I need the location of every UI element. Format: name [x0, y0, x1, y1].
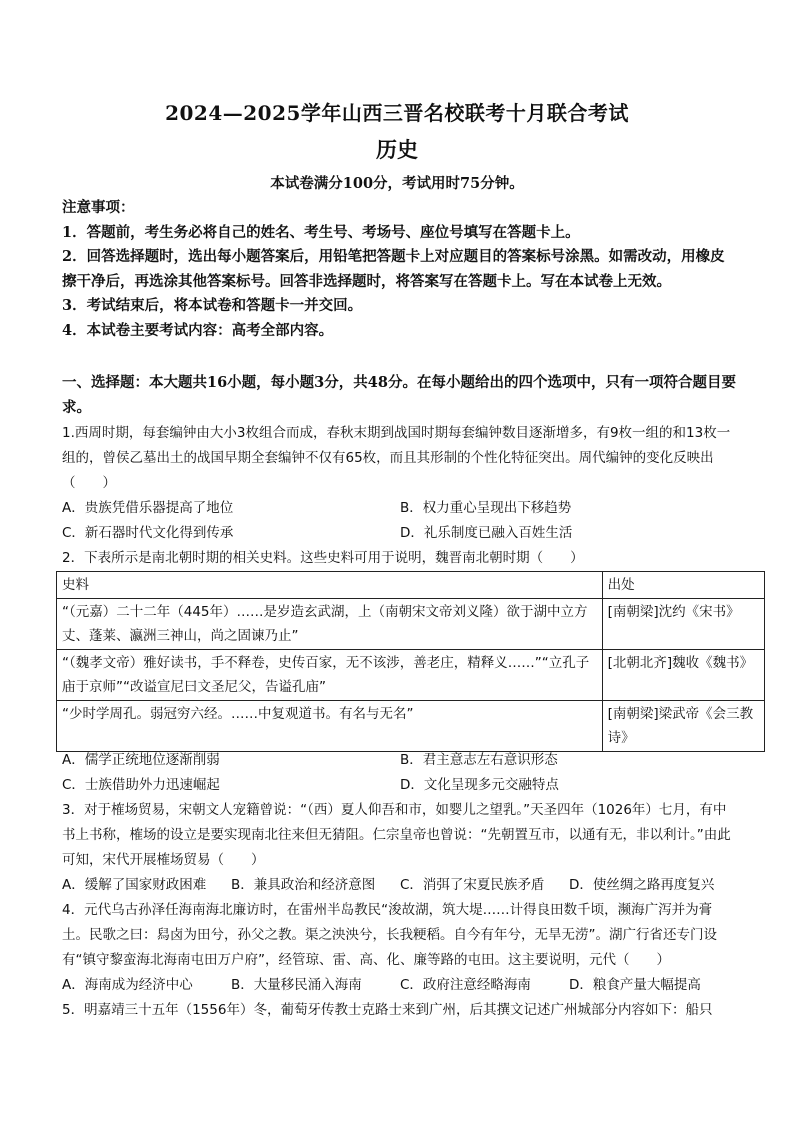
- q2-option-a[interactable]: A．儒学正统地位逐渐削弱: [62, 752, 220, 768]
- question-2-stem: 2．下表所示是南北朝时期的相关史料。这些史料可用于说明，魏晋南北朝时期（ ）: [62, 550, 584, 566]
- question-4-options: [62, 973, 738, 998]
- question-5-stem: 5．明嘉靖三十五年（1556年）冬，葡萄牙传教士克路士来到广州，后其撰文记述广州城部分内容如下：船只: [62, 1002, 713, 1018]
- notice-heading: 注意事项：: [62, 199, 135, 216]
- section-heading: 一、选择题：本大题共16小题，每小题3分，共48分。在每小题给出的四个选项中，只有一项符合题目要求。: [62, 374, 736, 416]
- q1-option-a[interactable]: A．贵族凭借乐器提高了地位: [62, 500, 234, 516]
- table-cell-source: [南朝梁]梁武帝《会三教诗》: [602, 701, 764, 752]
- q4-option-d[interactable]: D．粮食产量大幅提高: [569, 977, 701, 993]
- q4-option-c[interactable]: C．政府注意经略海南: [400, 977, 531, 993]
- table-cell-text: “（元嘉）二十二年（445年）……是岁造玄武湖，上（南朝宋文帝刘义隆）欲于湖中立方丈、蓬莱、瀛洲三神山，尚之固谏乃止”: [57, 599, 603, 650]
- subject-title: 历史: [376, 137, 418, 162]
- table-header-source: 史料: [57, 572, 603, 599]
- q3-option-c[interactable]: C．消弭了宋夏民族矛盾: [400, 877, 545, 893]
- question-4-stem: 4．元代乌古孙泽任海南海北廉访时，在雷州半岛教民“浚故湖，筑大堤……计得良田数千顷，濒海广泻并为膏土。民歌之曰：舄卤为田兮，孙父之教。渠之泱泱兮，长我粳稻。自今有年兮，无旱无涝”。湖广行省还专门设有“镇守黎蛮海北海南屯田万户府”，经管琼、雷、高、化、廉等路的屯田。这主要说明，元代（ ）: [62, 902, 717, 968]
- table-row: [57, 701, 765, 752]
- q3-option-a[interactable]: A．缓解了国家财政困难: [62, 877, 207, 893]
- question-3-options: [62, 873, 738, 898]
- exam-info: 本试卷满分100分，考试用时75分钟。: [270, 175, 524, 192]
- q2-option-c[interactable]: C．士族借助外力迅速崛起: [62, 777, 220, 793]
- table-header-origin: 出处: [602, 572, 764, 599]
- q3-option-d[interactable]: D．使丝绸之路再度复兴: [569, 877, 715, 893]
- table-cell-source: [南朝梁]沈约《宋书》: [602, 599, 764, 650]
- question-2-options: [62, 748, 738, 798]
- q4-option-a[interactable]: A．海南成为经济中心: [62, 977, 193, 993]
- q2-option-d[interactable]: D．文化呈现多元交融特点: [400, 777, 559, 793]
- source-table: [56, 571, 765, 752]
- table-row: [57, 650, 765, 701]
- q2-option-b[interactable]: B．君主意志左右意识形态: [400, 752, 558, 768]
- q3-option-b[interactable]: B．兼具政治和经济意图: [231, 877, 376, 893]
- q1-option-c[interactable]: C．新石器时代文化得到传承: [62, 525, 234, 541]
- table-row: [57, 599, 765, 650]
- notice-item-2: 2．回答选择题时，选出每小题答案后，用铅笔把答题卡上对应题目的答案标号涂黑。如需改动，用橡皮擦干净后，再选涂其他答案标号。回答非选择题时，将答案写在答题卡上。写在本试卷上无效。: [62, 248, 725, 290]
- table-cell-text: “少时学周孔。弱冠穷六经。……中复观道书。有名与无名”: [57, 701, 603, 752]
- question-1-options: [62, 496, 738, 546]
- question-1-stem: 1.西周时期，每套编钟由大小3枚组合而成，春秋末期到战国时期每套编钟数目逐渐增多，有9枚一组的和13枚一组的，曾侯乙墓出土的战国早期全套编钟不仅有65枚，而且其形制的个性化特征突出。周代编钟的变化反映出（ ）: [62, 425, 731, 491]
- table-header-row: [57, 572, 765, 599]
- table-cell-source: [北朝北齐]魏收《魏书》: [602, 650, 764, 701]
- table-cell-text: “（魏孝文帝）雅好读书，手不释卷，史传百家，无不该涉，善老庄，精释义……”“立孔子庙于京师”“改谥宣尼曰文圣尼父，告谥孔庙”: [57, 650, 603, 701]
- notice-item-1: 1．答题前，考生务必将自己的姓名、考生号、考场号、座位号填写在答题卡上。: [62, 223, 580, 241]
- q4-option-b[interactable]: B．大量移民涌入海南: [231, 977, 362, 993]
- notice-block: [62, 196, 738, 343]
- notice-item-3: 3．考试结束后，将本试卷和答题卡一并交回。: [62, 297, 363, 314]
- exam-title: 2024—2025学年山西三晋名校联考十月联合考试: [165, 101, 629, 125]
- q1-option-d[interactable]: D．礼乐制度已融入百姓生活: [400, 525, 573, 541]
- q1-option-b[interactable]: B．权力重心呈现出下移趋势: [400, 500, 572, 516]
- notice-item-4: 4．本试卷主要考试内容：高考全部内容。: [62, 321, 334, 339]
- question-3-stem: 3．对于榷场贸易，宋朝文人宠籍曾说：“（西）夏人仰吾和市，如婴儿之望乳。”天圣四年（1026年）七月，有中书上书称，榷场的设立是要实现南北往来但无猜阻。仁宗皇帝也曾说：“先朝置互市，以通有无，非以利计。”由此可知，宋代开展榷场贸易（ ）: [62, 802, 731, 868]
